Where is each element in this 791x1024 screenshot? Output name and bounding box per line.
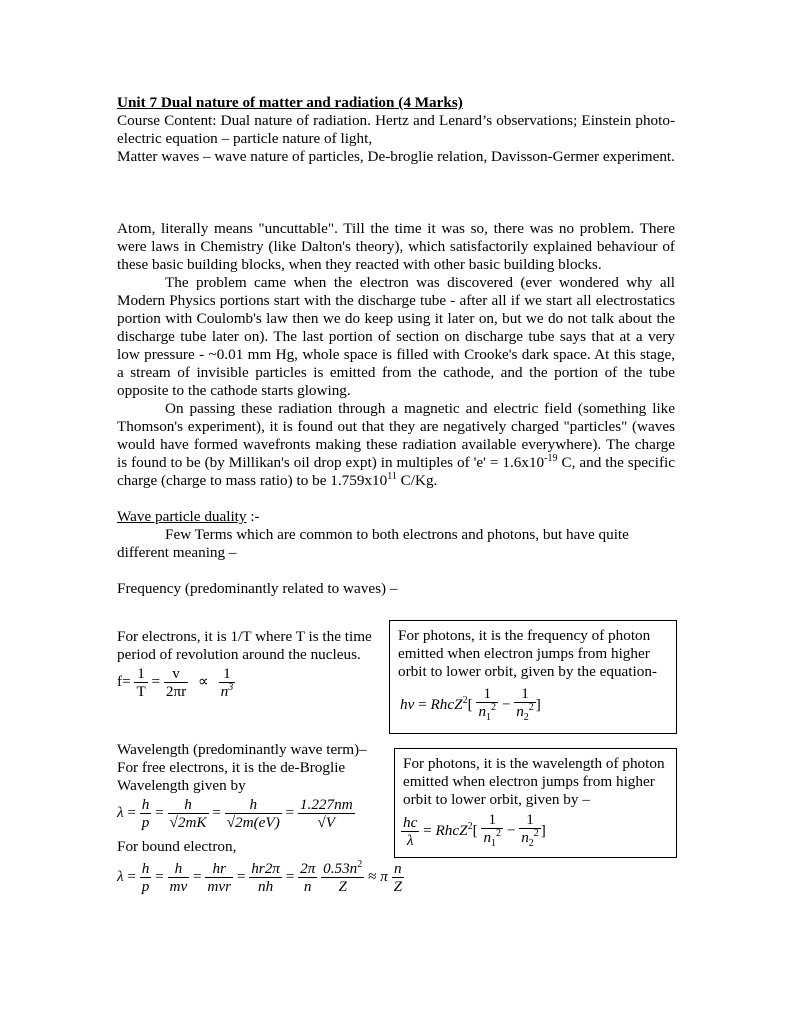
wl-photon-text: For photons, it is the wavelength of photon emitted when electron jumps from higher orbit to lower orbit, given by – (403, 755, 665, 808)
wl-photon-box (394, 748, 677, 858)
wavelength-heading: Wavelength (predominantly wave term)– (117, 741, 367, 758)
bound-electron-equation: λ = $\frac{h}{p}$ = $\frac{h}{mv}$ = $\frac{hr}{\text{mvr}}$ = $\frac{hr2\pi}{nh}$ = $\frac{2\pi}{n}$ $\frac{0.53n^2}{Z}$ ≈ π $\frac{n}{Z}$ (117, 859, 403, 895)
wavelength-block (117, 741, 387, 795)
wl-free-text: For free electrons, it is the de-Broglie Wavelength given by (117, 759, 346, 794)
paragraph-thomson: On passing these radiation through a magnetic and electric field (something like Thomson's experiment), it is found out that they are negatively charged "particles" (waves would have formed wavefronts making these radiation available everywhere). The charge is found to be (by Millikan's oil drop expt) in multiples of '$e' = 1.6x10^{-19}$ C, and the specific charge (charge to mass ratio) to be $1.759x10^{11}$ C/Kg. (117, 400, 676, 489)
wave-particle-duality-heading: Wave particle duality :- (117, 508, 260, 525)
freq-electron-text: For electrons, it is 1/T where T is the time period of revolution around the nucleus. (117, 628, 372, 663)
wl-bound-text: For bound electron, (117, 838, 237, 855)
course-content: Course Content: Dual nature of radiation. Hertz and Lenard’s observations; Einstein photo-electric equation – particle nature of light, (117, 112, 675, 147)
freq-photon-box (389, 620, 677, 734)
few-terms-paragraph: Few Terms which are common to both electrons and photons, but have quite different meaning – (117, 526, 629, 561)
unit-heading: Unit 7 Dual nature of matter and radiation (4 Marks) (117, 94, 463, 111)
document-body (117, 94, 675, 598)
freq-photon-text: For photons, it is the frequency of photon emitted when electron jumps from higher orbit to lower orbit, given by the equation- (398, 627, 657, 680)
freq-electron-equation: f= $\frac{1}{T}$ = $\frac{v}{2\pi r}$ ∝ $\frac{1}{n^3}$ (117, 665, 234, 700)
paragraph-atom: Atom, literally means "uncuttable". Till the time it was so, there was no problem. There were laws in Chemistry (like Dalton's theory), which satisfactorily explained behaviour of these basic building blocks, when they reacted with other basic building blocks. (117, 220, 675, 273)
matter-waves-line: Matter waves – wave nature of particles, De-broglie relation, Davisson-Germer experiment. (117, 148, 675, 165)
de-broglie-equation: λ = $\frac{h}{p}$ = $\frac{h}{√2mK}$ = $\frac{h}{√2m(eV)}$ = $\frac{1.227nm}{√V}$ (117, 796, 353, 831)
freq-photon-equation: hν = RhcZ$^2$[ $\frac{1}{n_1^2}$ − $\frac{1}{n_2^2}$ ] (400, 685, 541, 724)
frequency-heading: Frequency (predominantly related to waves) – (117, 580, 398, 597)
wl-photon-equation: $\frac{hc}{\lambda}$ = RhcZ$^2$[ $\frac{1}{n_1^2}$ − $\frac{1}{n_2^2}$ ] (403, 811, 546, 850)
paragraph-electron-discovery: The problem came when the electron was discovered (ever wondered why all Modern Physics portions start with the discharge tube - after all if we start all electrostatics portion with Coulomb's law then we do keep using it later on, but we do not talk about the discharge tube later on). The last portion of section on discharge tube says that at a very low pressure - ~0.01 mm Hg, whole space is filled with Crooke's dark space. At this stage, a stream of invisible particles is emitted from the cathode, and the portion of the tube opposite to the cathode starts glowing. (117, 274, 675, 399)
